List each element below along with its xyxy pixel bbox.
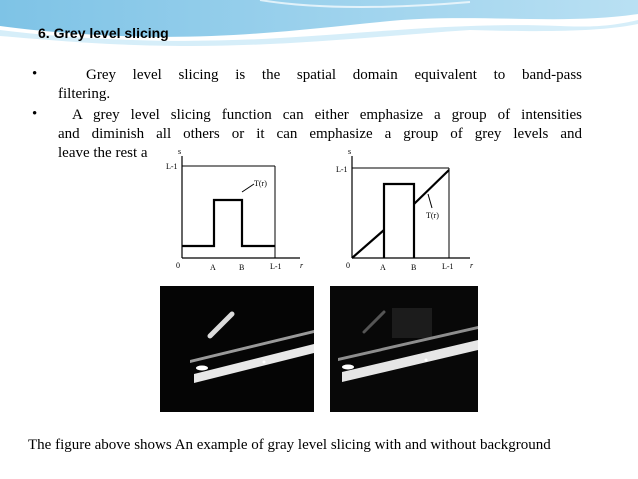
left-sliced-image (160, 286, 314, 412)
bullet-marker-1: • (32, 66, 38, 82)
left-x-end-label: L-1 (270, 262, 282, 271)
right-transform-plot (336, 148, 474, 272)
right-y-top-label: L-1 (336, 165, 348, 174)
left-x-axis-label: r (300, 261, 304, 270)
right-sliced-image (330, 286, 478, 412)
right-x-axis-label: r (470, 261, 474, 270)
bullet-2-line-3: leave the rest a (58, 145, 148, 161)
bullet-paragraph-1 (58, 66, 582, 104)
left-image-spot (196, 366, 208, 371)
left-tick-b: B (239, 263, 245, 272)
left-transform-curve (182, 200, 275, 246)
left-origin-label: 0 (176, 261, 180, 270)
right-image-dark-patch (392, 308, 432, 338)
bullet-1-line-1: Grey level slicing is the spatial domain equivalent to band-pass (86, 67, 582, 83)
left-y-axis-label: s (178, 148, 182, 156)
left-transform-plot (166, 148, 304, 272)
right-tick-a: A (380, 263, 386, 272)
left-y-top-label: L-1 (166, 162, 178, 171)
right-tick-b: B (411, 263, 417, 272)
right-image-dot (425, 359, 428, 362)
grey-level-slicing-figure (160, 148, 478, 412)
figure-caption: The figure above shows An example of gray level slicing with and without background (28, 437, 551, 453)
right-y-axis-label: s (348, 148, 352, 156)
right-origin-label: 0 (346, 261, 350, 270)
bullet-1-line-2: filtering. (58, 86, 111, 102)
right-image-spot (342, 365, 354, 370)
left-tick-a: A (210, 263, 216, 272)
left-curve-pointer (242, 184, 254, 192)
left-image-dot (263, 361, 266, 364)
bullet-marker-2: • (32, 106, 38, 122)
right-curve-label: T(r) (426, 211, 439, 220)
right-curve-pointer (428, 194, 432, 208)
slide-title: 6. Grey level slicing (38, 25, 169, 41)
right-identity-upper (414, 170, 449, 204)
right-identity-lower (352, 230, 384, 258)
right-slice-box (384, 184, 414, 258)
bullet-2-line-1: A grey level slicing function can either emphasize a group of intensities (72, 107, 582, 123)
bullet-2-line-2: and diminish all others or it can emphasize a group of grey levels and (58, 126, 582, 142)
right-x-end-label: L-1 (442, 262, 454, 271)
left-curve-label: T(r) (254, 179, 267, 188)
